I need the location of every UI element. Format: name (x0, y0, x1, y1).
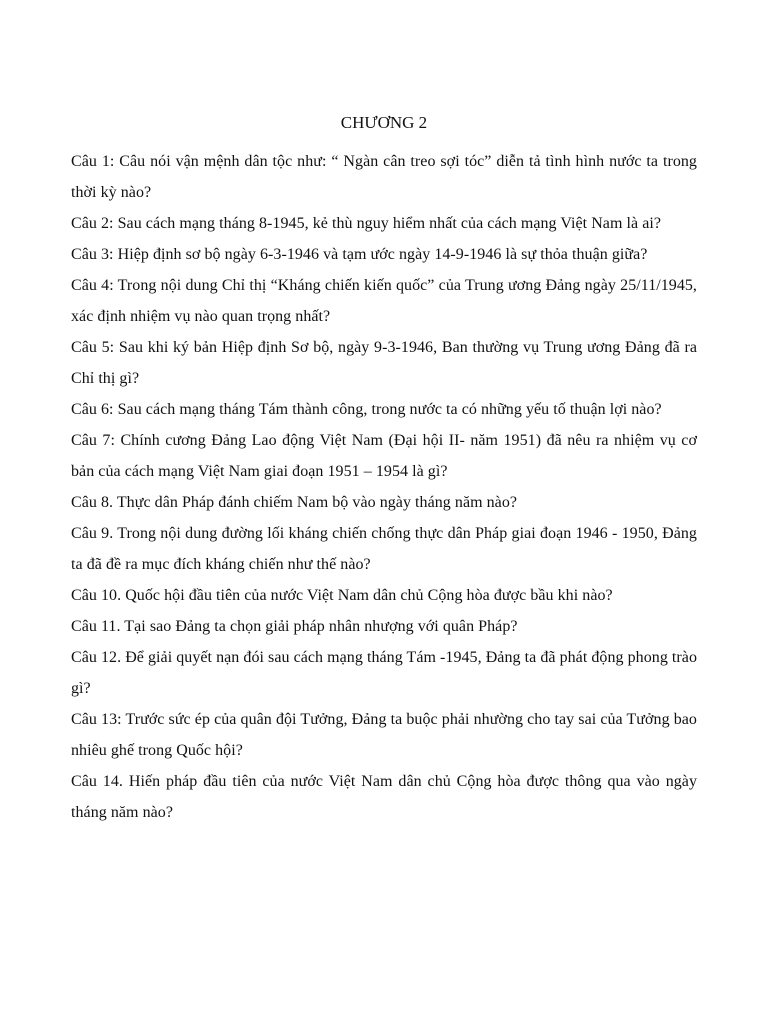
question-item (71, 146, 697, 208)
question-item (71, 487, 697, 518)
question-item (71, 394, 697, 425)
question-text: Sau cách mạng tháng 8-1945, kẻ thù nguy hiểm nhất của cách mạng Việt Nam là ai? (117, 215, 662, 232)
question-label: Câu 2: (71, 215, 114, 232)
question-item (71, 704, 697, 766)
question-text: Hiến pháp đầu tiên của nước Việt Nam dân chủ Cộng hòa được thông qua vào ngày tháng năm nào? (71, 773, 697, 821)
question-label: Câu 4: (71, 277, 114, 294)
question-item (71, 270, 697, 332)
question-item (71, 580, 697, 611)
question-item (71, 642, 697, 704)
question-label: Câu 12. (71, 649, 122, 666)
question-text: Trước sức ép của quân đội Tưởng, Đảng ta buộc phải nhường cho tay sai của Tưởng bao nhiêu ghế trong Quốc hội? (71, 711, 697, 759)
question-label: Câu 5: (71, 339, 115, 356)
question-label: Câu 10. (71, 587, 122, 604)
question-text: Để giải quyết nạn đói sau cách mạng tháng Tám -1945, Đảng ta đã phát động phong trào gì? (71, 649, 697, 697)
question-text: Chính cương Đảng Lao động Việt Nam (Đại hội II- năm 1951) đã nêu ra nhiệm vụ cơ bản của cách mạng Việt Nam giai đoạn 1951 – 1954 là gì? (71, 432, 697, 480)
question-text: Trong nội dung Chỉ thị “Kháng chiến kiến quốc” của Trung ương Đảng ngày 25/11/1945, xác định nhiệm vụ nào quan trọng nhất? (71, 277, 697, 325)
question-item (71, 766, 697, 828)
question-item (71, 208, 697, 239)
question-text: Quốc hội đầu tiên của nước Việt Nam dân chủ Cộng hòa được bầu khi nào? (125, 587, 613, 604)
question-label: Câu 8. (71, 494, 114, 511)
question-label: Câu 1: (71, 153, 115, 170)
question-text: Thực dân Pháp đánh chiếm Nam bộ vào ngày tháng năm nào? (116, 494, 518, 511)
question-text: Sau cách mạng tháng Tám thành công, trong nước ta có những yếu tố thuận lợi nào? (117, 401, 662, 418)
question-item (71, 518, 697, 580)
question-list (71, 146, 697, 828)
question-label: Câu 7: (71, 432, 115, 449)
question-item (71, 332, 697, 394)
question-label: Câu 11. (71, 618, 121, 635)
question-item (71, 611, 697, 642)
question-text: Tại sao Đảng ta chọn giải pháp nhân nhượng với quân Pháp? (124, 618, 518, 635)
question-label: Câu 14. (71, 773, 123, 790)
question-label: Câu 13: (71, 711, 122, 728)
question-text: Trong nội dung đường lối kháng chiến chống thực dân Pháp giai đoạn 1946 - 1950, Đảng ta đã đề ra mục đích kháng chiến như thế nào? (71, 525, 697, 573)
question-label: Câu 9. (71, 525, 114, 542)
question-item (71, 239, 697, 270)
question-text: Câu nói vận mệnh dân tộc như: “ Ngàn cân treo sợi tóc” diễn tả tình hình nước ta trong thời kỳ nào? (71, 153, 697, 201)
question-item (71, 425, 697, 487)
question-text: Sau khi ký bản Hiệp định Sơ bộ, ngày 9-3-1946, Ban thường vụ Trung ương Đảng đã ra Chỉ thị gì? (71, 339, 697, 387)
question-text: Hiệp định sơ bộ ngày 6-3-1946 và tạm ước ngày 14-9-1946 là sự thỏa thuận giữa? (117, 246, 648, 263)
question-label: Câu 3: (71, 246, 114, 263)
question-label: Câu 6: (71, 401, 114, 418)
chapter-title: CHƯƠNG 2 (340, 113, 428, 132)
